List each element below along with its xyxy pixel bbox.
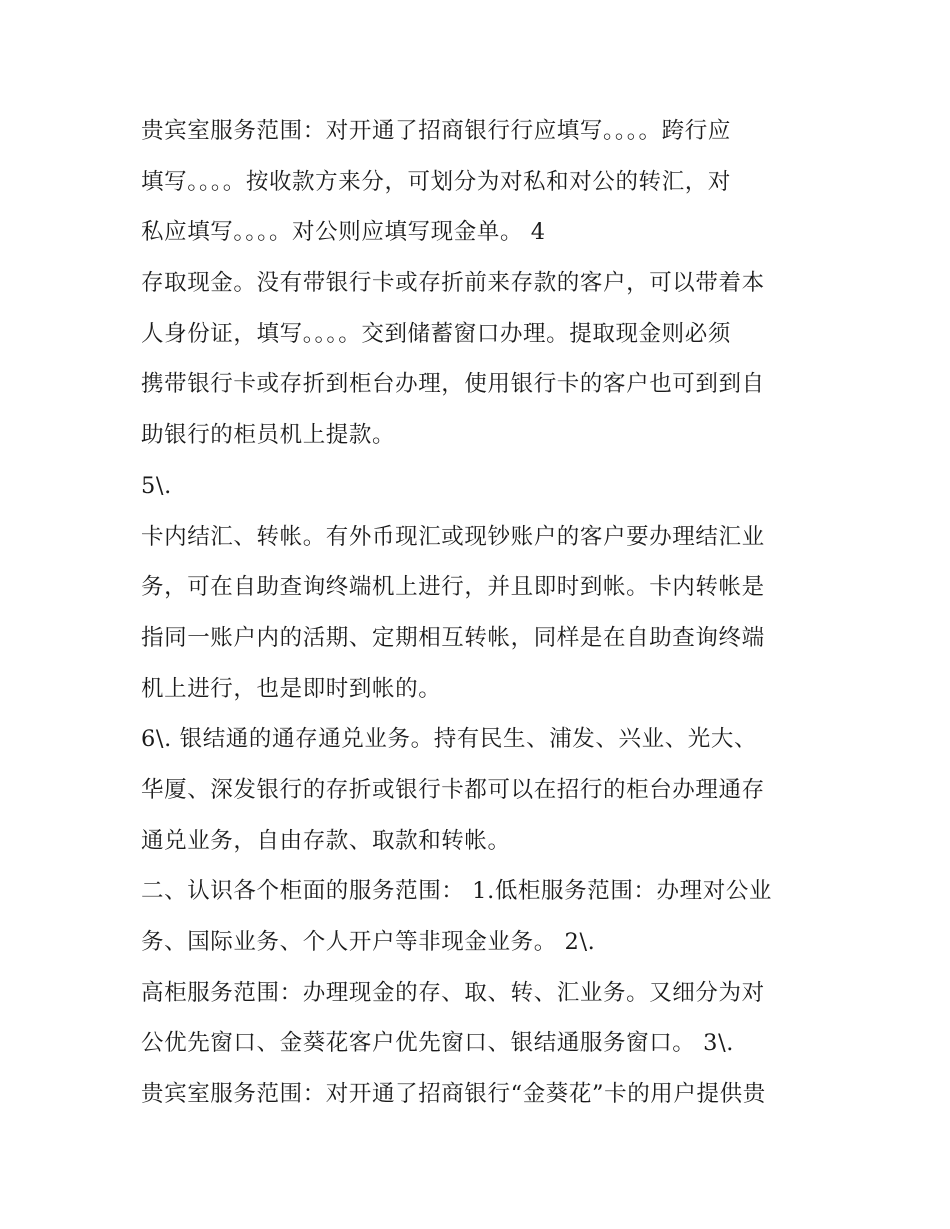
text-line: 指同一账户内的活期、定期相互转帐，同样是在自助查询终端: [141, 624, 765, 651]
text-line: 6\. 银结通的通存通兑业务。持有民生、浦发、兴业、光大、: [141, 726, 758, 753]
text-line: 二、认识各个柜面的服务范围： 1.低柜服务范围：办理对公业: [141, 878, 773, 905]
text-line: 人身份证，填写。。。。交到储蓄窗口办理。提取现金则必须: [141, 320, 731, 347]
text-line: 卡内结汇、转帐。有外币现汇或现钞账户的客户要办理结汇业: [141, 523, 765, 550]
text-line: 高柜服务范围：办理现金的存、取、转、汇业务。又细分为对: [141, 979, 765, 1006]
text-line: 贵宾室服务范围：对开通了招商银行“金葵花”卡的用户提供贵: [141, 1081, 766, 1108]
text-line: 贵宾室服务范围：对开通了招商银行行应填写。。。。跨行应: [141, 118, 731, 144]
text-line: 携带银行卡或存折到柜台办理，使用银行卡的客户也可到到自: [141, 371, 765, 398]
document-body: [141, 106, 821, 1120]
text-line: 助银行的柜员机上提款。: [141, 422, 396, 449]
text-line: 5\.: [141, 472, 172, 499]
text-line: 务、国际业务、个人开户等非现金业务。 2\.: [141, 929, 596, 955]
text-line: 公优先窗口、金葵花客户优先窗口、银结通服务窗口。 3\.: [141, 1030, 735, 1057]
text-line: 通兑业务，自由存款、取款和转帐。: [141, 827, 511, 854]
text-line: 填写。。。。按收款方来分，可划分为对私和对公的转汇，对: [141, 168, 731, 195]
text-line: 务，可在自助查询终端机上进行，并且即时到帐。卡内转帐是: [141, 574, 765, 601]
text-line: 私应填写。。。。对公则应填写现金单。 4: [141, 219, 546, 246]
text-line: 华厦、深发银行的存折或银行卡都可以在招行的柜台办理通存: [141, 776, 765, 803]
text-line: 机上进行，也是即时到帐的。: [141, 675, 442, 702]
text-line: 存取现金。没有带银行卡或存折前来存款的客户，可以带着本: [141, 270, 765, 297]
